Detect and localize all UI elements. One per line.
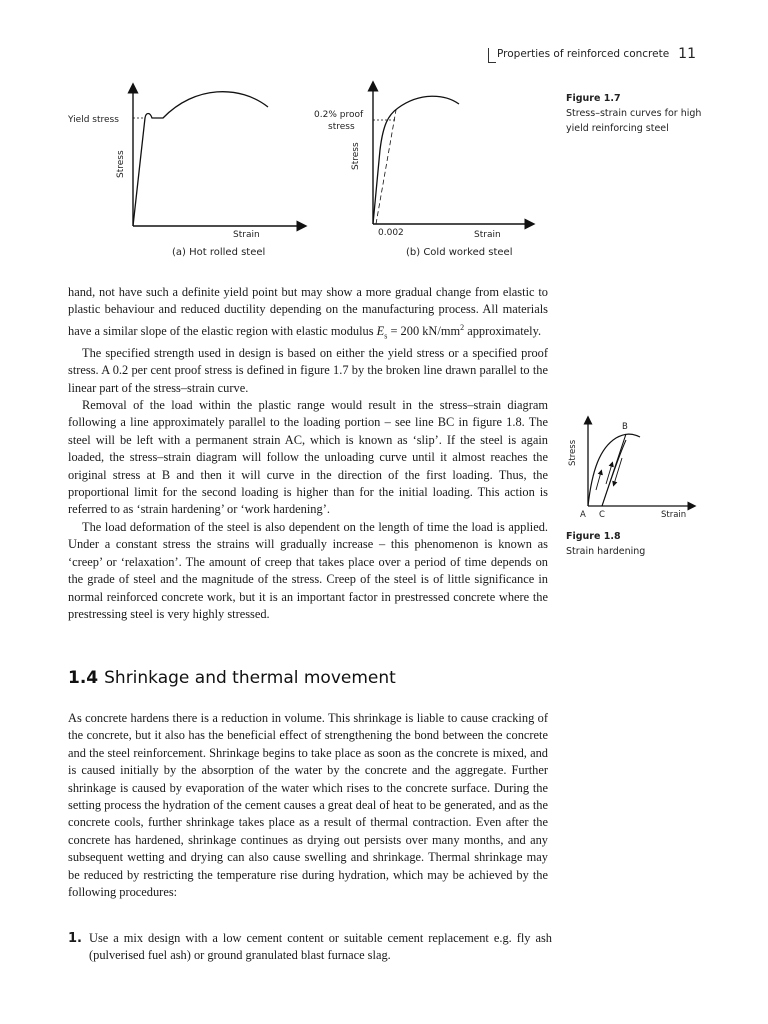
panel-b-x-tick: 0.002 xyxy=(378,228,404,238)
fig-1-8-reload-curve xyxy=(602,440,626,506)
fig-1-8-line-bc xyxy=(602,434,626,506)
panel-a-y-axis-label: Stress xyxy=(116,150,126,178)
fig-1-8-y-axis-label: Stress xyxy=(568,439,578,466)
figure-1-7-label: Figure 1.7 xyxy=(566,93,621,104)
paragraph-2: The specified strength used in design is based on either the yield stress or a specified proof stress. A 0.2 per cent proof stress is defined in figure 1.7 by the broken line drawn parallel to the linear part of the stress–strain curve. xyxy=(68,345,548,395)
es-symbol: E xyxy=(376,323,385,338)
figure-1-7-caption xyxy=(566,91,706,136)
figure-1-7-caption-text: Stress–strain curves for high yield reinforcing steel xyxy=(566,108,702,134)
paragraph-3: Removal of the load within the plastic range would result in the stress–strain diagram following a line approximately parallel to the loading portion – see line BC in figure 1.8. The steel will be left with a permanent strain AC, which is known as ‘slip’. If the steel is again loaded, the stress–strain diagram will follow the unloading curve until it almost reaches the original stress at B and then it will curve in the direction of the first loading. Thus, the proportional limit for the second loading is higher than for the initial loading. This action is referred to as ‘strain hardening’ or ‘work hardening’. xyxy=(68,398,548,517)
figure-1-8-label: Figure 1.8 xyxy=(566,531,621,542)
fig-1-8-point-a: A xyxy=(580,510,586,520)
list-item-1-text: Use a mix design with a low cement content or suitable cement replacement e.g. fly ash (pulverised fuel ash) or ground granulated blast furnace slag. xyxy=(89,931,552,963)
paragraph-1-end: approximately. xyxy=(464,323,542,338)
figure-1-8-caption-text: Strain hardening xyxy=(566,546,646,557)
paragraph-1-text: hand, not have such a definite yield point but may show a more gradual change from elastic to plastic behaviour and reduced ductility depending on the manufacturing process. All materials have a similar slope of the elastic region with elastic modulus xyxy=(68,285,548,338)
list-item-1-number: 1. xyxy=(68,931,82,946)
fig-1-8-arrow-up-2 xyxy=(596,472,601,490)
paragraph-4: The load deformation of the steel is also dependent on the length of time the load is applied. Under a constant stress the strains will gradually increase – this phenomenon is known as ‘creep’ or ‘relaxation’. The amount of creep that takes place over a period of time depends on the grade of steel and the magnitude of the stress. Creep of the steel is of little significance in normal reinforced concrete work, but it is an important factor in prestressed concrete where the prestressing steel is very highly stressed. xyxy=(68,519,548,621)
es-superscript: 2 xyxy=(460,322,465,332)
panel-a-curve xyxy=(133,92,268,226)
body-text-section xyxy=(68,710,548,901)
fig-1-8-loading-curve xyxy=(588,434,640,506)
es-subscript: s xyxy=(384,331,388,341)
fig-1-8-x-axis-label: Strain xyxy=(661,510,687,520)
section-heading xyxy=(68,668,396,688)
panel-b-proof-label-1: 0.2% proof xyxy=(314,110,364,120)
panel-b-x-axis-label: Strain xyxy=(474,230,501,240)
panel-a-subcaption: (a) Hot rolled steel xyxy=(172,247,266,258)
section-number: 1.4 xyxy=(68,668,99,688)
fig-1-8-arrow-down xyxy=(614,458,622,484)
paragraph-1 xyxy=(68,284,548,345)
fig-1-8-point-c: C xyxy=(599,510,605,520)
figure-1-7-panel-b xyxy=(314,86,530,258)
list-item-1 xyxy=(68,930,552,965)
panel-b-y-axis-label: Stress xyxy=(351,142,361,170)
figure-1-7-panel-a xyxy=(67,88,302,258)
fig-1-8-arrow-up-1 xyxy=(606,464,612,484)
panel-b-subcaption: (b) Cold worked steel xyxy=(406,247,513,258)
panel-b-curve xyxy=(373,96,459,224)
page-number: 11 xyxy=(678,46,696,62)
figure-1-8-caption xyxy=(566,529,706,559)
es-value: = 200 kN/mm xyxy=(387,323,461,338)
panel-a-yield-label: Yield stress xyxy=(68,115,119,125)
section-paragraph-1: As concrete hardens there is a reduction in volume. This shrinkage is liable to cause cracking of the concrete, but it also has the beneficial effect of strengthening the bond between the concrete and the steel reinforcement. Shrinkage begins to take place as soon as the concrete is mixed, and is caused initially by the absorption of the water by the concrete and the aggregate. Further shrinkage is caused by evaporation of the water which rises to the concrete surface. During the setting process the hydration of the cement causes a great deal of heat to be generated, and as the concrete cools, further shrinkage takes place as a result of thermal contraction. Even after the concrete has hardened, shrinkage continues as drying out persists over many months, and any subsequent wetting and drying can also cause swelling and shrinkage. Thermal shrinkage may be reduced by restricting the temperature rise during hydration, which may be achieved by the following procedures: xyxy=(68,711,548,900)
running-title: Properties of reinforced concrete xyxy=(497,48,670,60)
section-title: Shrinkage and thermal movement xyxy=(104,668,396,688)
panel-b-proof-label-2: stress xyxy=(328,122,355,132)
body-text-upper xyxy=(68,284,548,623)
panel-a-x-axis-label: Strain xyxy=(233,230,260,240)
fig-1-8-point-b: B xyxy=(622,422,628,432)
